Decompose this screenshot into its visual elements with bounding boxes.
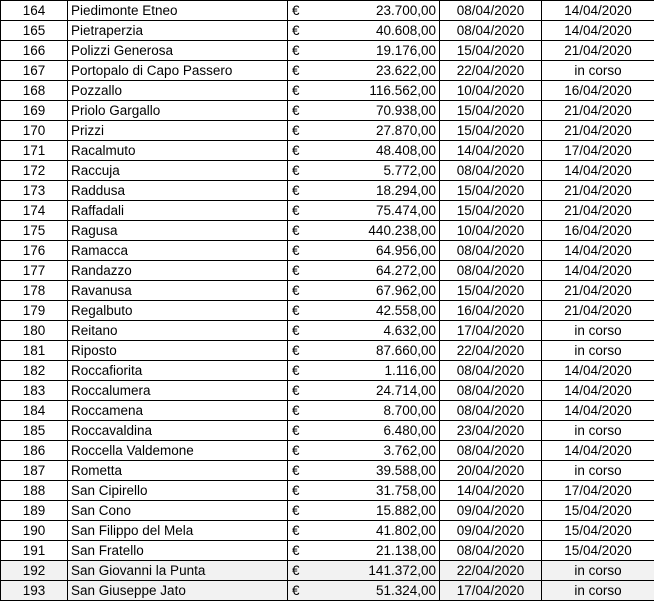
amount-cell: [288, 461, 440, 481]
table-row: [1, 361, 654, 381]
table-row: [1, 481, 654, 501]
municipality-name: San Cono: [68, 501, 288, 521]
amount: 51.324,00: [375, 583, 436, 598]
amount-cell: [288, 481, 440, 501]
currency-symbol: €: [292, 43, 300, 58]
currency-symbol: €: [292, 403, 300, 418]
row-number: 184: [1, 401, 68, 421]
end-date: 21/04/2020: [542, 41, 654, 61]
row-number: 178: [1, 281, 68, 301]
municipality-name: Roccella Valdemone: [68, 441, 288, 461]
end-date: 14/04/2020: [542, 261, 654, 281]
start-date: 22/04/2020: [440, 561, 542, 581]
end-date: 21/04/2020: [542, 181, 654, 201]
start-date: 09/04/2020: [440, 501, 542, 521]
start-date: 20/04/2020: [440, 461, 542, 481]
amount: 64.272,00: [375, 263, 436, 278]
start-date: 15/04/2020: [440, 201, 542, 221]
row-number: 183: [1, 381, 68, 401]
table-row: [1, 401, 654, 421]
table-row: [1, 221, 654, 241]
row-number: 173: [1, 181, 68, 201]
table-row: [1, 261, 654, 281]
end-date: in corso: [542, 581, 654, 601]
amount-cell: [288, 141, 440, 161]
currency-symbol: €: [292, 463, 300, 478]
amount: 67.962,00: [375, 283, 436, 298]
amount: 440.238,00: [368, 223, 436, 238]
table-row: [1, 581, 654, 601]
municipality-name: Ragusa: [68, 221, 288, 241]
start-date: 08/04/2020: [440, 381, 542, 401]
table-row: [1, 561, 654, 581]
row-number: 189: [1, 501, 68, 521]
row-number: 165: [1, 21, 68, 41]
end-date: 15/04/2020: [542, 541, 654, 561]
start-date: 10/04/2020: [440, 81, 542, 101]
municipality-name: Reitano: [68, 321, 288, 341]
end-date: 14/04/2020: [542, 1, 654, 21]
municipality-name: San Fratello: [68, 541, 288, 561]
row-number: 179: [1, 301, 68, 321]
amount: 1.116,00: [384, 363, 436, 378]
municipality-name: San Cipirello: [68, 481, 288, 501]
currency-symbol: €: [292, 223, 300, 238]
start-date: 08/04/2020: [440, 541, 542, 561]
end-date: 14/04/2020: [542, 361, 654, 381]
amount: 24.714,00: [375, 383, 436, 398]
amount-cell: [288, 561, 440, 581]
currency-symbol: €: [292, 503, 300, 518]
start-date: 15/04/2020: [440, 281, 542, 301]
currency-symbol: €: [292, 483, 300, 498]
currency-symbol: €: [292, 523, 300, 538]
amount-cell: [288, 21, 440, 41]
table-row: [1, 501, 654, 521]
municipality-name: Rometta: [68, 461, 288, 481]
amount: 5.772,00: [383, 163, 436, 178]
start-date: 09/04/2020: [440, 521, 542, 541]
currency-symbol: €: [292, 143, 300, 158]
row-number: 164: [1, 1, 68, 21]
currency-symbol: €: [292, 103, 300, 118]
start-date: 15/04/2020: [440, 181, 542, 201]
amount-cell: [288, 441, 440, 461]
municipality-name: Regalbuto: [68, 301, 288, 321]
municipality-name: Roccafiorita: [68, 361, 288, 381]
row-number: 171: [1, 141, 68, 161]
start-date: 08/04/2020: [440, 261, 542, 281]
amount-cell: [288, 281, 440, 301]
currency-symbol: €: [292, 63, 300, 78]
currency-symbol: €: [292, 323, 300, 338]
amount-cell: [288, 241, 440, 261]
start-date: 23/04/2020: [440, 421, 542, 441]
municipality-name: Priolo Gargallo: [68, 101, 288, 121]
row-number: 191: [1, 541, 68, 561]
row-number: 177: [1, 261, 68, 281]
end-date: 21/04/2020: [542, 301, 654, 321]
amount: 141.372,00: [368, 563, 436, 578]
currency-symbol: €: [292, 183, 300, 198]
table-row: [1, 241, 654, 261]
end-date: in corso: [542, 61, 654, 81]
table-row: [1, 441, 654, 461]
amount-cell: [288, 221, 440, 241]
end-date: in corso: [542, 321, 654, 341]
currency-symbol: €: [292, 123, 300, 138]
start-date: 22/04/2020: [440, 61, 542, 81]
amount-cell: [288, 101, 440, 121]
table-row: [1, 101, 654, 121]
row-number: 186: [1, 441, 68, 461]
table-row: [1, 461, 654, 481]
amount-cell: [288, 1, 440, 21]
amount: 23.622,00: [375, 63, 436, 78]
row-number: 167: [1, 61, 68, 81]
amount: 40.608,00: [375, 23, 436, 38]
amount-cell: [288, 121, 440, 141]
amount: 39.588,00: [375, 463, 436, 478]
amount-cell: [288, 541, 440, 561]
amount-cell: [288, 41, 440, 61]
amount-cell: [288, 401, 440, 421]
end-date: 16/04/2020: [542, 81, 654, 101]
row-number: 185: [1, 421, 68, 441]
end-date: 21/04/2020: [542, 121, 654, 141]
table-row: [1, 521, 654, 541]
amount: 3.762,00: [383, 443, 436, 458]
end-date: 15/04/2020: [542, 521, 654, 541]
amount-cell: [288, 321, 440, 341]
amount-cell: [288, 181, 440, 201]
start-date: 14/04/2020: [440, 141, 542, 161]
table-row: [1, 1, 654, 21]
municipality-name: Piedimonte Etneo: [68, 1, 288, 21]
amount: 31.758,00: [375, 483, 436, 498]
table-row: [1, 421, 654, 441]
table-row: [1, 81, 654, 101]
municipality-name: Roccalumera: [68, 381, 288, 401]
currency-symbol: €: [292, 543, 300, 558]
municipality-name: San Giuseppe Jato: [68, 581, 288, 601]
currency-symbol: €: [292, 303, 300, 318]
municipality-name: Ramacca: [68, 241, 288, 261]
row-number: 174: [1, 201, 68, 221]
row-number: 180: [1, 321, 68, 341]
municipality-name: Portopalo di Capo Passero: [68, 61, 288, 81]
row-number: 188: [1, 481, 68, 501]
amount-cell: [288, 381, 440, 401]
amount-cell: [288, 161, 440, 181]
amount: 87.660,00: [375, 343, 436, 358]
amount-cell: [288, 581, 440, 601]
amount-cell: [288, 81, 440, 101]
end-date: 14/04/2020: [542, 441, 654, 461]
amount-cell: [288, 421, 440, 441]
row-number: 176: [1, 241, 68, 261]
end-date: 21/04/2020: [542, 101, 654, 121]
table-row: [1, 301, 654, 321]
end-date: 14/04/2020: [542, 21, 654, 41]
start-date: 14/04/2020: [440, 481, 542, 501]
municipality-name: Randazzo: [68, 261, 288, 281]
currency-symbol: €: [292, 343, 300, 358]
row-number: 172: [1, 161, 68, 181]
start-date: 15/04/2020: [440, 121, 542, 141]
end-date: 14/04/2020: [542, 161, 654, 181]
row-number: 187: [1, 461, 68, 481]
table-row: [1, 141, 654, 161]
row-number: 182: [1, 361, 68, 381]
amount-cell: [288, 521, 440, 541]
municipality-name: Roccavaldina: [68, 421, 288, 441]
municipality-name: Raccuja: [68, 161, 288, 181]
end-date: in corso: [542, 421, 654, 441]
amount: 64.956,00: [375, 243, 436, 258]
amount: 6.480,00: [383, 423, 436, 438]
municipality-name: Raddusa: [68, 181, 288, 201]
row-number: 166: [1, 41, 68, 61]
row-number: 170: [1, 121, 68, 141]
table-row: [1, 541, 654, 561]
amount: 70.938,00: [375, 103, 436, 118]
currency-symbol: €: [292, 263, 300, 278]
start-date: 17/04/2020: [440, 321, 542, 341]
municipality-name: San Filippo del Mela: [68, 521, 288, 541]
end-date: in corso: [542, 561, 654, 581]
start-date: 17/04/2020: [440, 581, 542, 601]
table-row: [1, 341, 654, 361]
table-row: [1, 21, 654, 41]
currency-symbol: €: [292, 363, 300, 378]
start-date: 08/04/2020: [440, 441, 542, 461]
currency-symbol: €: [292, 3, 300, 18]
end-date: 16/04/2020: [542, 221, 654, 241]
start-date: 08/04/2020: [440, 241, 542, 261]
amount: 48.408,00: [375, 143, 436, 158]
start-date: 08/04/2020: [440, 1, 542, 21]
row-number: 175: [1, 221, 68, 241]
row-number: 193: [1, 581, 68, 601]
currency-symbol: €: [292, 583, 300, 598]
row-number: 168: [1, 81, 68, 101]
table-body: [1, 1, 654, 601]
amount: 4.632,00: [383, 323, 436, 338]
amount-cell: [288, 61, 440, 81]
table-row: [1, 121, 654, 141]
table-row: [1, 61, 654, 81]
municipality-name: Polizzi Generosa: [68, 41, 288, 61]
end-date: 21/04/2020: [542, 201, 654, 221]
table-row: [1, 181, 654, 201]
municipality-name: Riposto: [68, 341, 288, 361]
amount: 75.474,00: [375, 203, 436, 218]
end-date: 14/04/2020: [542, 241, 654, 261]
table-row: [1, 201, 654, 221]
amount-cell: [288, 201, 440, 221]
start-date: 16/04/2020: [440, 301, 542, 321]
end-date: 14/04/2020: [542, 381, 654, 401]
currency-symbol: €: [292, 203, 300, 218]
amount: 116.562,00: [369, 83, 436, 98]
municipality-name: Pietraperzia: [68, 21, 288, 41]
row-number: 169: [1, 101, 68, 121]
end-date: 14/04/2020: [542, 401, 654, 421]
amount: 18.294,00: [375, 183, 436, 198]
start-date: 15/04/2020: [440, 101, 542, 121]
currency-symbol: €: [292, 383, 300, 398]
table-row: [1, 381, 654, 401]
amount-cell: [288, 501, 440, 521]
amount: 8.700,00: [383, 403, 436, 418]
end-date: 21/04/2020: [542, 281, 654, 301]
amount-cell: [288, 341, 440, 361]
amount: 27.870,00: [375, 123, 436, 138]
amount: 15.882,00: [375, 503, 436, 518]
row-number: 192: [1, 561, 68, 581]
end-date: 15/04/2020: [542, 501, 654, 521]
start-date: 08/04/2020: [440, 21, 542, 41]
municipality-name: Racalmuto: [68, 141, 288, 161]
amount: 23.700,00: [375, 3, 436, 18]
start-date: 22/04/2020: [440, 341, 542, 361]
start-date: 15/04/2020: [440, 41, 542, 61]
start-date: 10/04/2020: [440, 221, 542, 241]
amount: 42.558,00: [375, 303, 436, 318]
municipality-name: Prizzi: [68, 121, 288, 141]
amount-cell: [288, 261, 440, 281]
start-date: 08/04/2020: [440, 161, 542, 181]
end-date: 17/04/2020: [542, 481, 654, 501]
currency-symbol: €: [292, 243, 300, 258]
row-number: 181: [1, 341, 68, 361]
municipality-name: Pozzallo: [68, 81, 288, 101]
amount: 21.138,00: [375, 543, 436, 558]
table-row: [1, 281, 654, 301]
municipality-name: San Giovanni la Punta: [68, 561, 288, 581]
table-row: [1, 321, 654, 341]
end-date: in corso: [542, 341, 654, 361]
municipality-name: Raffadali: [68, 201, 288, 221]
municipality-name: Roccamena: [68, 401, 288, 421]
municipality-name: Ravanusa: [68, 281, 288, 301]
table-row: [1, 161, 654, 181]
currency-symbol: €: [292, 423, 300, 438]
amount: 19.176,00: [375, 43, 436, 58]
end-date: in corso: [542, 461, 654, 481]
start-date: 08/04/2020: [440, 361, 542, 381]
currency-symbol: €: [292, 83, 300, 98]
amount-cell: [288, 301, 440, 321]
currency-symbol: €: [292, 283, 300, 298]
amount-cell: [288, 361, 440, 381]
end-date: 17/04/2020: [542, 141, 654, 161]
table-row: [1, 41, 654, 61]
currency-symbol: €: [292, 563, 300, 578]
start-date: 08/04/2020: [440, 401, 542, 421]
row-number: 190: [1, 521, 68, 541]
amount: 41.802,00: [375, 523, 436, 538]
currency-symbol: €: [292, 23, 300, 38]
currency-symbol: €: [292, 163, 300, 178]
currency-symbol: €: [292, 443, 300, 458]
